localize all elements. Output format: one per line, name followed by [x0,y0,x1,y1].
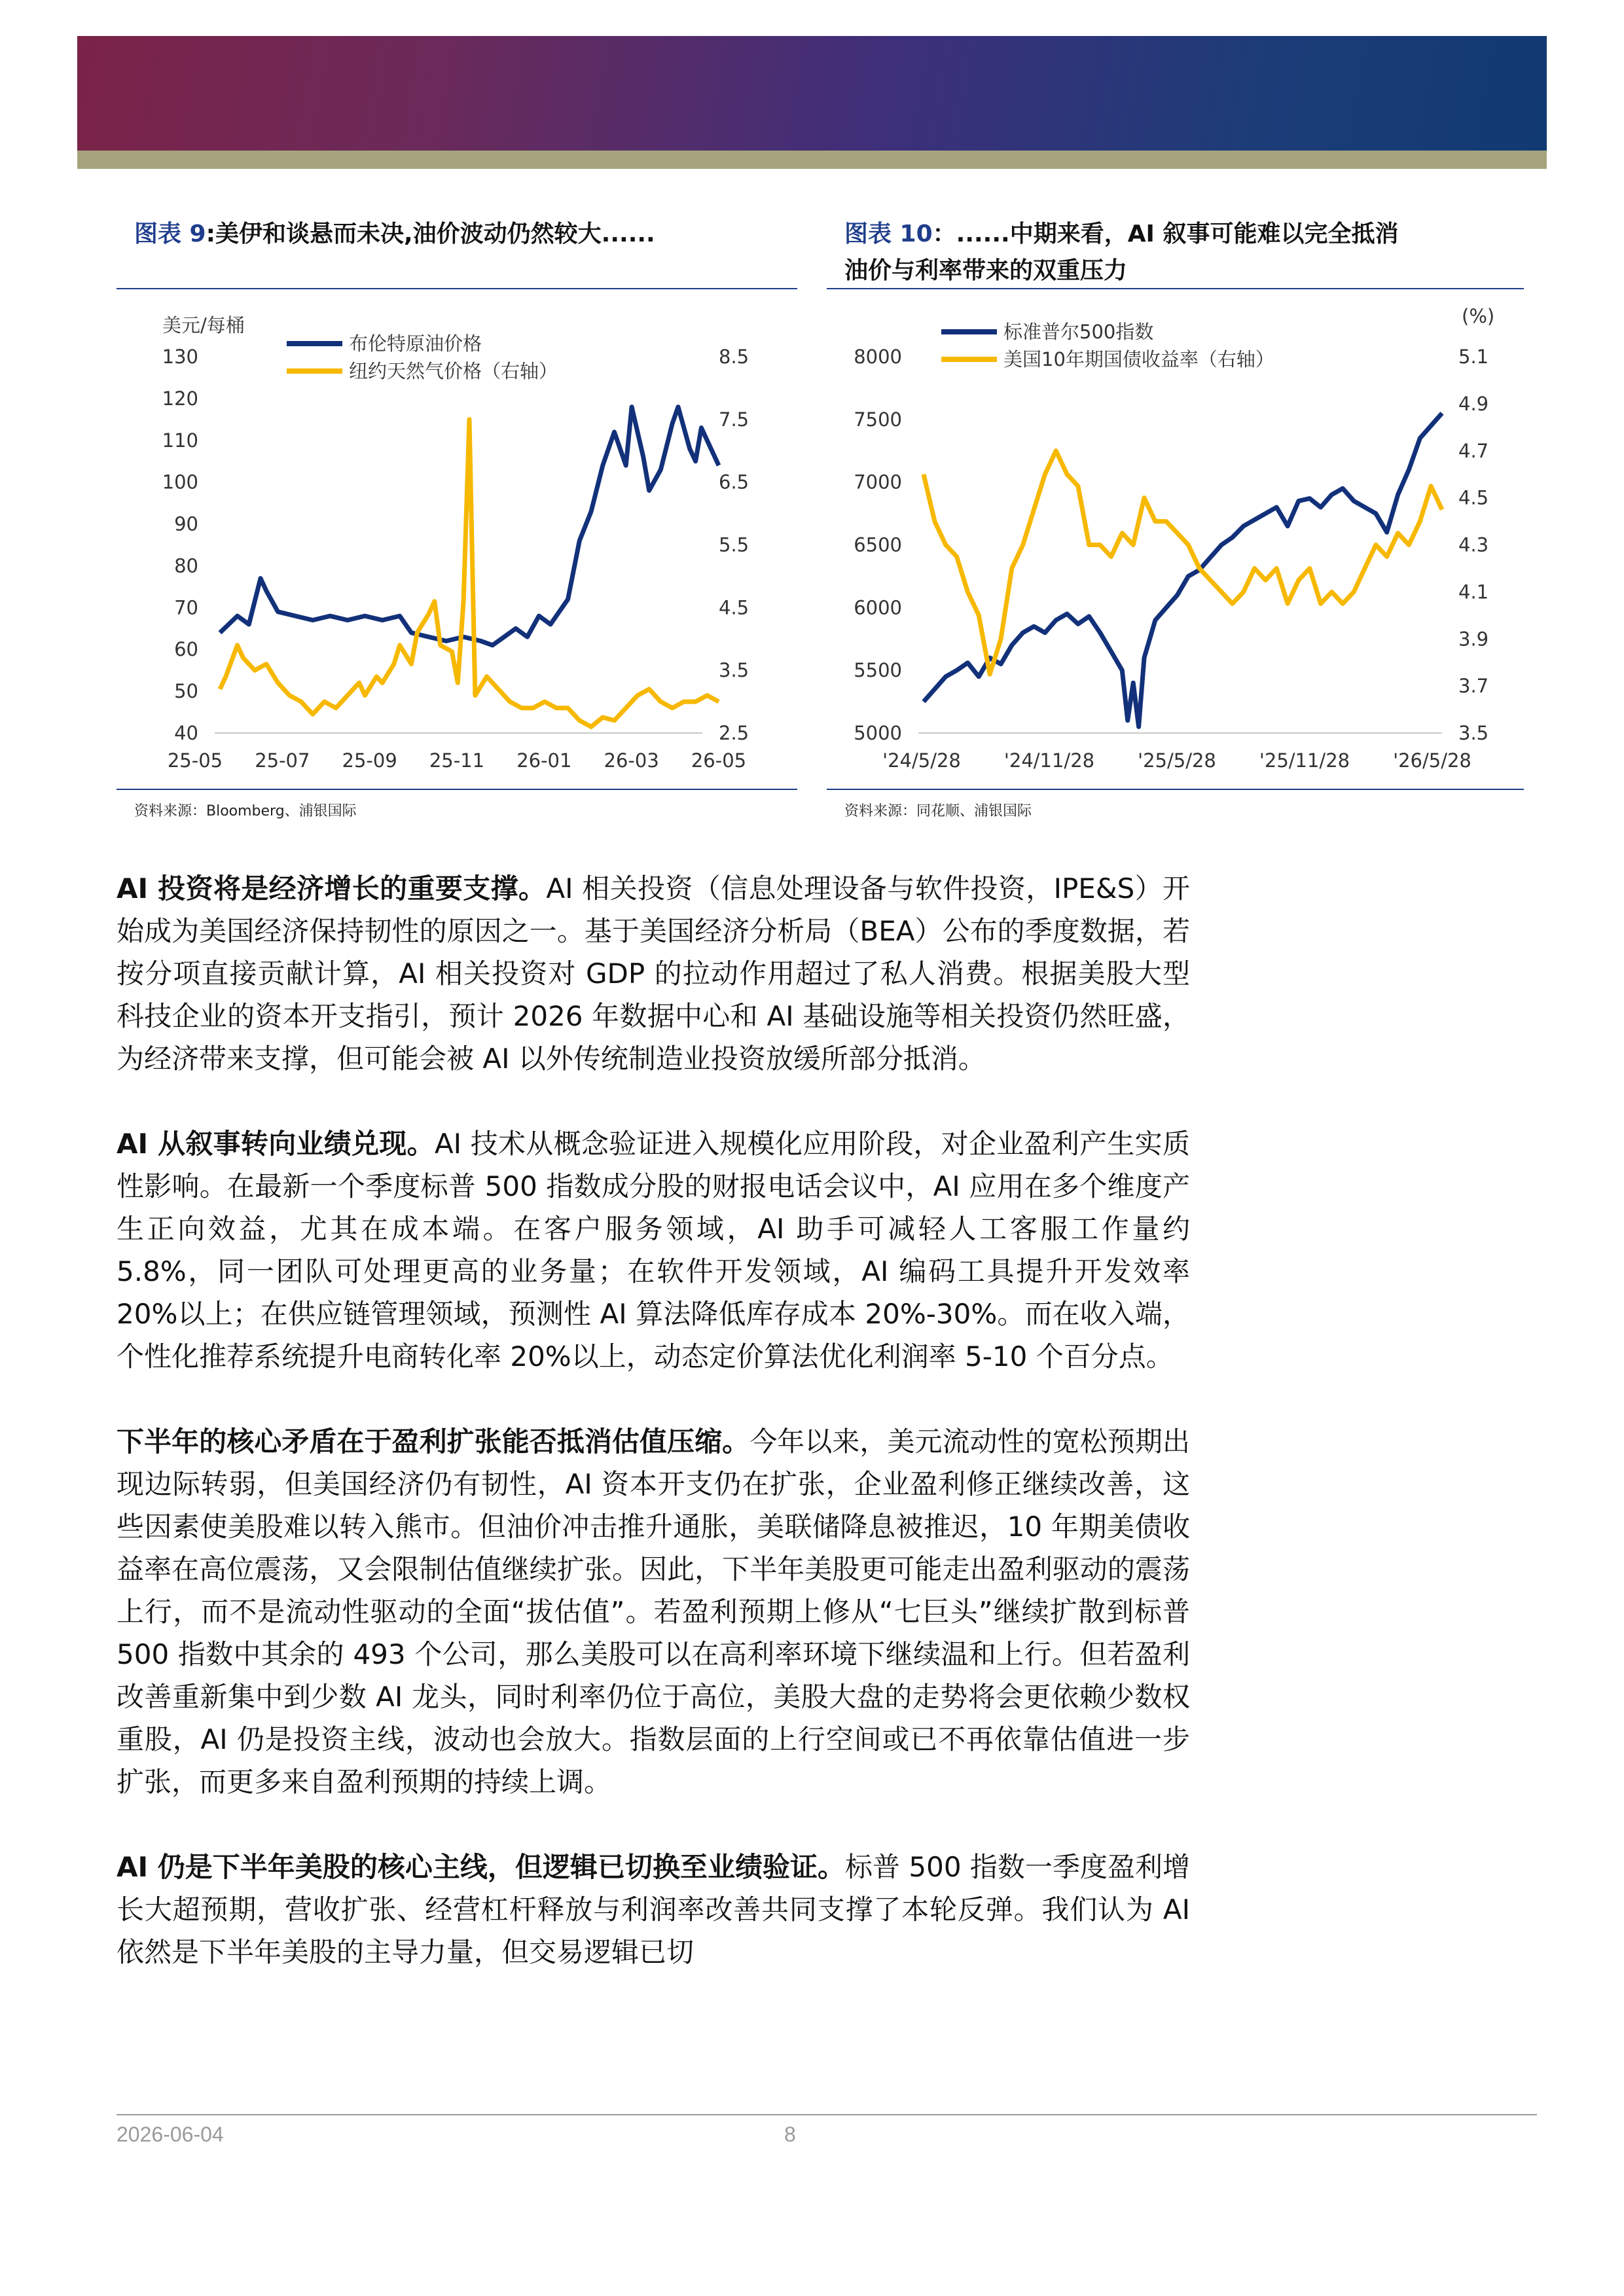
y-left-axis-label: 美元/每桶 [162,314,245,336]
figure9-label: 图表 9 [134,221,206,247]
y-right-tick-label: 7.5 [719,408,749,431]
paragraph-1 [117,867,1190,1080]
figure10-title [844,216,1525,289]
x-tick-label: 25-07 [255,749,310,772]
y-left-tick-label: 80 [174,554,198,577]
figure9-bottom-rule [117,789,797,790]
y-right-axis-label: (%) [1462,305,1495,327]
y-right-tick-label: 6.5 [719,471,749,493]
figure9-title-text: :美伊和谈悬而未决,油价波动仍然较大...... [206,221,655,247]
y-left-tick-label: 70 [174,596,198,619]
y-right-tick-label: 4.3 [1458,533,1489,556]
y-left-tick-label: 6000 [854,596,902,619]
y-left-tick-label: 50 [174,680,198,703]
x-tick-label: '24/11/28 [1003,749,1095,772]
paragraph-4-heading: AI 仍是下半年美股的核心主线，但逻辑已切换至业绩验证。 [117,1851,846,1883]
y-left-tick-label: 5000 [854,722,902,744]
y-left-tick-label: 7500 [854,408,902,431]
figure9-chart [117,291,797,789]
y-right-tick-label: 2.5 [719,722,749,744]
figure10-title-line1 [844,216,1525,253]
y-right-tick-label: 5.1 [1458,346,1489,368]
paragraph-3-text: 今年以来，美元流动性的宽松预期出现边际转弱，但美国经济仍有韧性，AI 资本开支仍在扩张，企业盈利修正继续改善，这些因素使美股难以转入熊市。但油价冲击推升通胀，美联储降息被推迟，10 年期美债收益率在高位震荡，又会限制估值继续扩张。因此，下半年美股更可能走出盈利驱动的震荡上行，而不是流动性驱动的全面“拔估值”。若盈利预期上修从“七巨头”继续扩散到标普 500 指数中其余的 493 个公司，那么美股可以在高利率环境下继续温和上行。但若盈利改善重新集中到少数 AI 龙头，同时利率仍位于高位，美股大盘的走势将会更依赖少数权重股，AI 仍是投资主线，波动也会放大。指数层面的上行空间或已不再依靠估值进一步扩张，而更多来自盈利预期的持续上调。 [117,1426,1190,1798]
y-right-tick-label: 3.9 [1458,628,1489,651]
paragraph-2-text: AI 技术从概念验证进入规模化应用阶段，对企业盈利产生实质性影响。在最新一个季度标普 500 指数成分股的财报电话会议中，AI 应用在多个维度产生正向效益，尤其在成本端。在客户服务领域，AI 助手可减轻人工客服工作量约 5.8%，同一团队可处理更高的业务量；在软件开发领域，AI 编码工具提升开发效率 20%以上；在供应链管理领域，预测性 AI 算法降低库存成本 20%-30%。而在收入端，个性化推荐系统提升电商转化率 20%以上，动态定价算法优化利润率 5-10 个百分点。 [117,1128,1190,1372]
figure9-title [134,216,789,253]
y-right-tick-label: 4.5 [1458,486,1489,509]
y-left-tick-label: 40 [174,722,198,744]
x-tick-label: '26/5/28 [1393,749,1471,772]
y-left-tick-label: 6500 [854,533,902,556]
header-banner [77,36,1547,151]
paragraph-2 [117,1122,1190,1378]
figure10-label: 图表 10 [844,221,933,247]
header-stripe [77,151,1547,169]
y-right-tick-label: 5.5 [719,533,749,556]
x-tick-label: 25-09 [342,749,397,772]
body-text [117,867,1190,2016]
y-left-tick-label: 110 [162,429,198,452]
page-number: 8 [784,2123,796,2146]
y-left-tick-label: 130 [162,346,198,368]
y-right-tick-label: 3.5 [1458,722,1489,744]
y-left-tick-label: 5500 [854,659,902,682]
figure10-top-rule [827,288,1524,289]
y-left-tick-label: 60 [174,638,198,661]
y-left-tick-label: 120 [162,387,198,410]
x-tick-label: 25-05 [167,749,223,772]
y-right-tick-label: 4.5 [719,596,749,619]
legend-label-1: 布伦特原油价格 [349,332,482,355]
y-right-tick-label: 3.7 [1458,675,1489,698]
y-right-tick-label: 3.5 [719,659,749,682]
y-left-tick-label: 7000 [854,471,902,493]
figure10-bottom-rule [827,789,1524,790]
y-left-tick-label: 90 [174,512,198,535]
x-tick-label: '25/5/28 [1138,749,1216,772]
paragraph-3 [117,1420,1190,1803]
y-right-tick-label: 4.7 [1458,439,1489,462]
y-right-tick-label: 8.5 [719,346,749,368]
y-left-tick-label: 8000 [854,346,902,368]
paragraph-1-text: AI 相关投资（信息处理设备与软件投资，IPE&S）开始成为美国经济保持韧性的原因之一。基于美国经济分析局（BEA）公布的季度数据，若按分项直接贡献计算，AI 相关投资对 GDP 的拉动作用超过了私人消费。根据美股大型科技企业的资本开支指引，预计 2026 年数据中心和 AI 基础设施等相关投资仍然旺盛，为经济带来支撑，但可能会被 AI 以外传统制造业投资放缓所部分抵消。 [117,872,1190,1075]
figure9-top-rule [117,288,797,289]
x-tick-label: 26-03 [604,749,659,772]
legend-label-1: 标准普尔500指数 [1003,321,1154,343]
figure10-chart [827,291,1524,789]
paragraph-1-heading: AI 投资将是经济增长的重要支撑。 [117,872,547,905]
x-tick-label: 26-05 [691,749,747,772]
footer-date: 2026-06-04 [117,2123,224,2146]
y-right-tick-label: 4.1 [1458,581,1489,603]
x-tick-label: 26-01 [516,749,572,772]
paragraph-3-heading: 下半年的核心矛盾在于盈利扩张能否抵消估值压缩。 [117,1426,750,1458]
figure9-source: 资料来源：Bloomberg、浦银国际 [134,803,357,819]
x-tick-label: '25/11/28 [1259,749,1350,772]
figure10-title-text: ：......中期来看，AI 叙事可能难以完全抵消 [932,221,1399,247]
series-line-2 [924,451,1442,674]
x-tick-label: 25-11 [429,749,485,772]
y-left-tick-label: 100 [162,471,198,493]
y-right-tick-label: 4.9 [1458,392,1489,415]
figure10-source: 资料来源：同花顺、浦银国际 [844,803,1032,819]
x-tick-label: '24/5/28 [882,749,961,772]
figure10-title-line2: 油价与利率带来的双重压力 [844,257,1128,284]
legend-label-2: 纽约天然气价格（右轴） [349,360,558,382]
paragraph-2-heading: AI 从叙事转向业绩兑现。 [117,1128,435,1160]
footer-rule [117,2114,1537,2115]
paragraph-4 [117,1846,1190,1973]
legend-label-2: 美国10年期国债收益率（右轴） [1003,348,1274,370]
paragraph-4-text: 标普 500 指数一季度盈利增长大超预期，营收扩张、经营杠杆释放与利润率改善共同支撑了本轮反弹。我们认为 AI 依然是下半年美股的主导力量，但交易逻辑已切 [117,1851,1190,1968]
